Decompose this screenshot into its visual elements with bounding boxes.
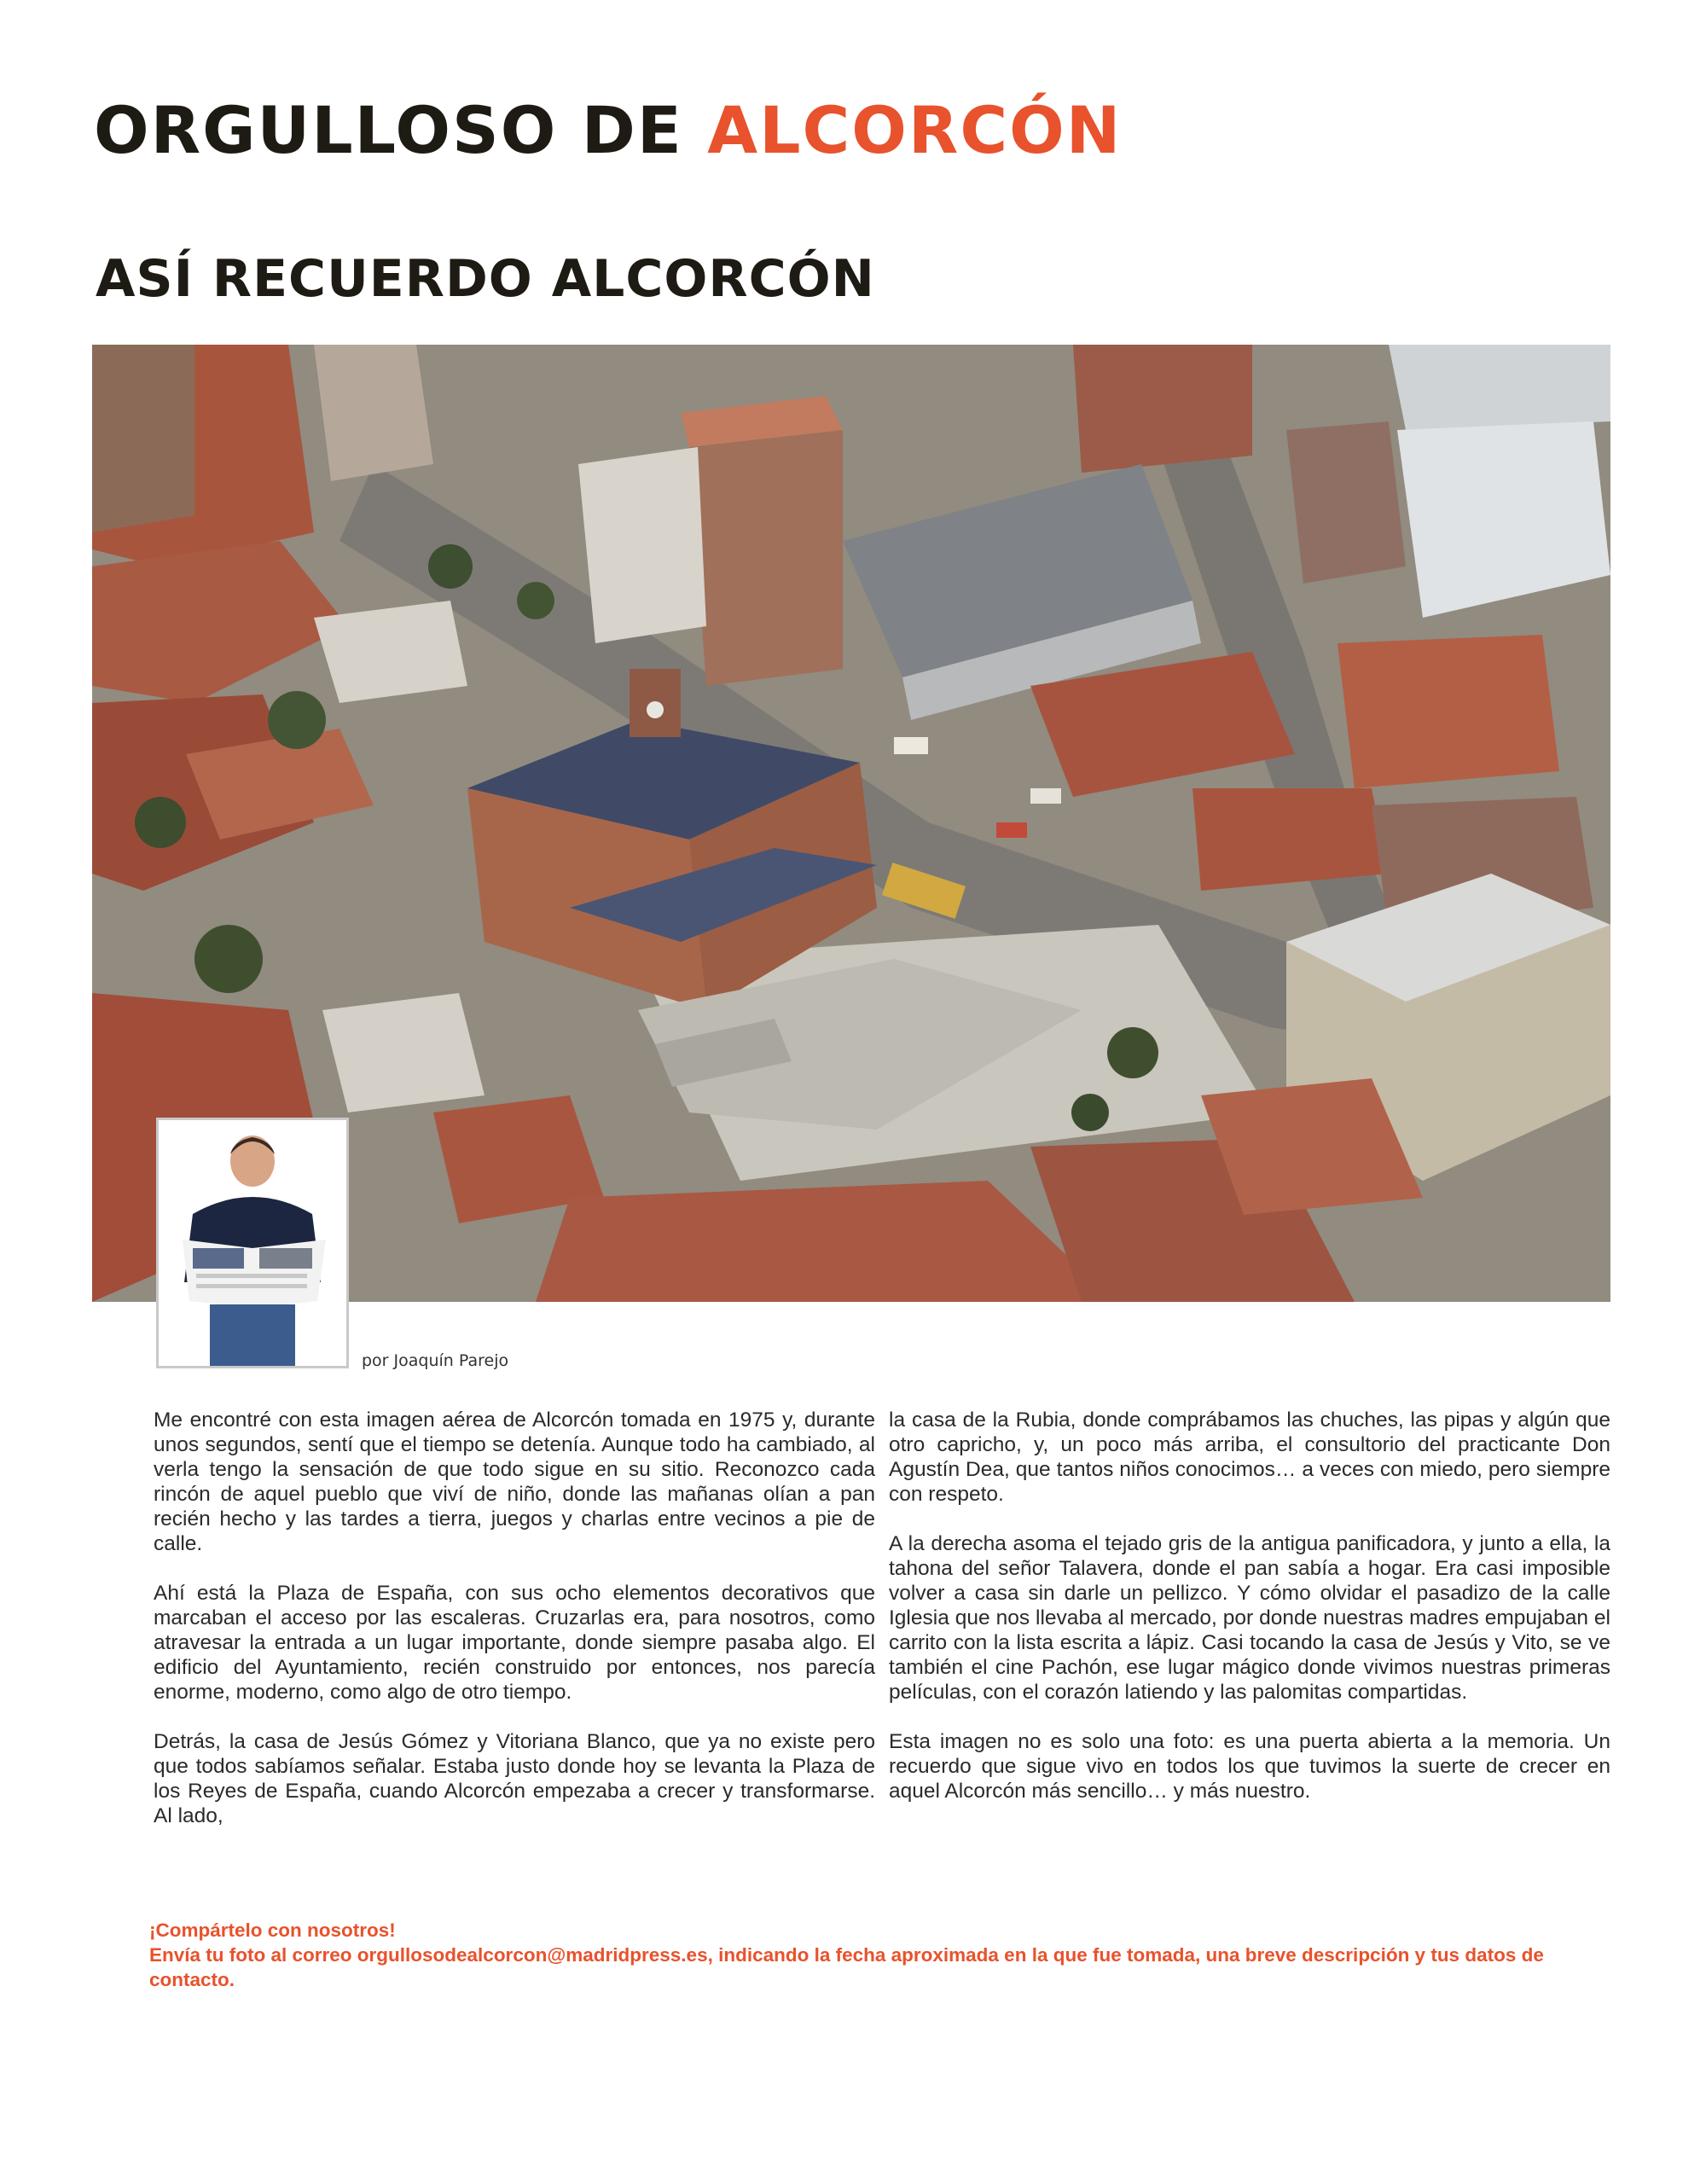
share-callout-heading: ¡Compártelo con nosotros! [149,1920,396,1941]
article-paragraph: A la derecha asoma el tejado gris de la antigua panificadora, y junto a ella, la tahona del señor Talavera, donde el pan sabía a hogar. Era casi imposible volver a casa sin darle un pellizco. Y cómo olvidar el pasadizo de la calle Iglesia que nos llevaba al mercado, por donde nuestras madres empujaban el carrito con la lista escrita a lápiz. Casi tocando la casa de Jesús y Vito, se ve también el cine Pachón, ese lugar mágico donde vivimos nuestras primeras películas, con el corazón latiendo y las palomitas compartidas. [889,1532,1610,1704]
article-title: ASÍ RECUERDO ALCORCÓN [96,249,875,309]
author-portrait-illustration [159,1120,346,1366]
article-paragraph: Ahí está la Plaza de España, con sus ocho elementos decorativos que marcaban el acceso por las escaleras. Cruzarlas era, para nosotros, como atravesar la entrada a un lugar importante, donde siempre pasaba algo. El edificio del Ayuntamiento, recién construido por entonces, nos parecía enorme, moderno, como algo de otro tiempo. [154,1582,875,1704]
section-title-accent: ALCORCÓN [707,92,1123,168]
article-paragraph: Me encontré con esta imagen aérea de Alcorcón tomada en 1975 y, durante unos segundos, sentí que el tiempo se detenía. Aunque todo ha cambiado, al verla tengo la sensación de que todo sigue en su sitio. Reconozco cada rincón de aquel pueblo que viví de niño, donde las mañanas olían a pan recién hecho y las tardes a tierra, juegos y charlas entre vecinos a pie de calle. [154,1409,875,1555]
share-callout [149,1918,1548,1992]
article-paragraph: la casa de la Rubia, donde comprábamos las chuches, las pipas y algún que otro capricho, y, un poco más arriba, el consultorio del practicante Don Agustín Dea, que tantos niños conocimos… a veces con miedo, pero siempre con respeto. [889,1409,1610,1506]
section-title [94,92,1122,168]
article-paragraph: Detrás, la casa de Jesús Gómez y Vitoriana Blanco, que ya no existe pero que todos sabíamos señalar. Estaba justo donde hoy se levanta la Plaza de los Reyes de España, cuando Alcorcón empezaba a crecer y transformarse. Al lado, [154,1730,875,1827]
article-column-left [154,1408,875,1853]
article-column-right [889,1408,1610,1828]
author-portrait [156,1118,349,1368]
share-callout-instructions: Envía tu foto al correo orgullosodealcorcon@madridpress.es, indicando la fecha aproximada en la que fue tomada, una breve descripción y tus datos de contacto. [149,1944,1544,1990]
byline: por Joaquín Parejo [362,1351,509,1370]
article-paragraph: Esta imagen no es solo una foto: es una puerta abierta a la memoria. Un recuerdo que sigue vivo en todos los que tuvimos la suerte de crecer en aquel Alcorcón más sencillo… y más nuestro. [889,1730,1610,1803]
section-title-prefix: ORGULLOSO DE [94,92,708,168]
